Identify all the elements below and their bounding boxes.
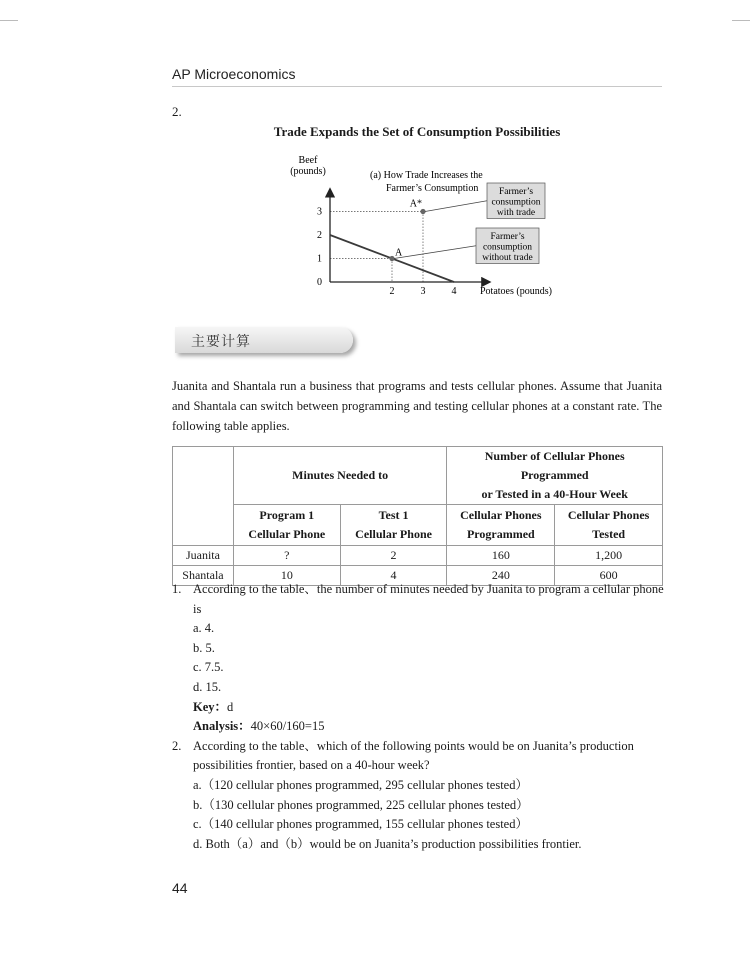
phones-table xyxy=(172,446,663,586)
subheader-tested xyxy=(555,505,663,546)
table-cell: 600 xyxy=(555,566,663,586)
subheader-program-line-2: Cellular Phone xyxy=(248,527,326,541)
point-label: A xyxy=(395,247,403,259)
panel-label: (a) How Trade Increases the xyxy=(370,170,483,181)
annotation-text: without trade xyxy=(482,253,533,263)
question-text: According to the table、the number of minutes needed by Juanita to program a cellular phone is xyxy=(193,582,664,616)
key-value: d xyxy=(227,699,234,714)
annotation-text: Farmer’s xyxy=(498,187,534,197)
option-d: d. Both（a）and（b）would be on Juanita’s production possibilities frontier. xyxy=(193,836,582,851)
crop-mark-left xyxy=(0,20,18,21)
subheader-program-line-1: Program 1 xyxy=(259,508,315,522)
x-tick-label: 4 xyxy=(451,286,457,297)
data-point xyxy=(389,256,394,261)
question-number: 2. xyxy=(172,738,182,753)
section-banner xyxy=(175,327,353,353)
table-cell: 240 xyxy=(447,566,555,586)
x-tick-label: 3 xyxy=(420,286,426,297)
question-1 xyxy=(172,580,664,737)
y-tick-label: 0 xyxy=(317,277,322,288)
table-cell: 10 xyxy=(233,566,340,586)
y-axis-unit-label: (pounds) xyxy=(290,166,326,177)
crop-mark-right xyxy=(732,20,750,21)
subheader-test-line-1: Test 1 xyxy=(378,508,409,522)
annotation-text: consumption xyxy=(491,197,541,208)
y-tick-label: 1 xyxy=(317,253,322,265)
count-header-line-2: or Tested in a 40-Hour Week xyxy=(481,487,628,501)
row-name: Juanita xyxy=(173,546,234,566)
answer-key xyxy=(193,698,664,718)
analysis-value: 40×60/160=15 xyxy=(250,719,325,734)
option-c: c.（140 cellular phones programmed, 155 cellular phones tested） xyxy=(193,817,528,832)
subheader-programmed-line-1: Cellular Phones xyxy=(460,508,542,522)
subheader-test-line-2: Cellular Phone xyxy=(355,527,432,541)
subheader-programmed-line-2: Programmed xyxy=(466,527,535,541)
table-cell: 1,200 xyxy=(555,546,663,566)
y-axis-label: Beef xyxy=(298,155,318,166)
count-header-line-1: Number of Cellular Phones Programmed xyxy=(484,449,625,482)
running-title: AP Microeconomics xyxy=(172,66,296,82)
annotation-leader xyxy=(394,246,476,259)
y-tick-label: 2 xyxy=(317,230,322,241)
section-banner-label: 主要计算 xyxy=(191,334,251,350)
subheader-program xyxy=(233,505,340,546)
section-number: 2. xyxy=(172,104,182,119)
point-label: A* xyxy=(409,198,422,210)
key-label: Key： xyxy=(193,699,228,714)
question-list xyxy=(172,580,664,854)
count-group-header xyxy=(447,447,663,505)
x-tick-label: 2 xyxy=(389,286,395,297)
subheader-test xyxy=(340,505,447,546)
data-point xyxy=(420,209,425,214)
y-tick-label: 3 xyxy=(317,206,322,218)
question-number: 1. xyxy=(172,582,182,596)
option-b: b.（130 cellular phones programmed, 225 cellular phones tested） xyxy=(193,797,529,812)
table-row xyxy=(173,546,663,566)
annotation-text: with trade xyxy=(496,208,536,218)
table-cell: ? xyxy=(233,546,340,566)
option-a: a. 4. xyxy=(193,621,215,636)
question-text: According to the table、which of the following points would be on Juanita’s production possibilities frontier, based on a 40-hour week? xyxy=(193,738,634,773)
annotation-text: Farmer’s xyxy=(490,232,525,242)
option-d: d. 15. xyxy=(193,679,222,694)
analysis-label: Analysis： xyxy=(193,719,251,734)
annotation-leader xyxy=(425,201,487,212)
question-2 xyxy=(172,737,664,855)
minutes-group-header: Minutes Needed to xyxy=(233,447,446,505)
table-subheader-row xyxy=(173,505,663,546)
x-axis-label: Potatoes (pounds) xyxy=(480,286,552,297)
panel-label-2: Farmer’s Consumption xyxy=(386,183,479,194)
figure-title: Trade Expands the Set of Consumption Possibilities xyxy=(273,124,561,139)
table-cell: 4 xyxy=(340,566,447,586)
header-rule xyxy=(172,86,662,87)
trade-chart xyxy=(282,150,582,310)
table-corner-cell xyxy=(173,447,234,546)
intro-paragraph: Juanita and Shantala run a business that programs and tests cellular phones. Assume that Juanita and Shantala can switch between programming and testing cellular phones at a constant rate. The following table applies. xyxy=(172,379,662,433)
annotation-text: consumption xyxy=(482,242,533,253)
analysis xyxy=(193,717,664,737)
table-cell: 160 xyxy=(447,546,555,566)
subheader-tested-line-2: Tested xyxy=(592,527,626,541)
table-header-row xyxy=(173,447,663,505)
option-c: c. 7.5. xyxy=(193,660,224,675)
row-name: Shantala xyxy=(173,566,234,586)
page-number: 44 xyxy=(172,880,188,896)
option-a: a.（120 cellular phones programmed, 295 cellular phones tested） xyxy=(193,777,528,792)
table-cell: 2 xyxy=(340,546,447,566)
subheader-programmed xyxy=(447,505,555,546)
option-b: b. 5. xyxy=(193,640,215,655)
subheader-tested-line-1: Cellular Phones xyxy=(567,508,650,522)
